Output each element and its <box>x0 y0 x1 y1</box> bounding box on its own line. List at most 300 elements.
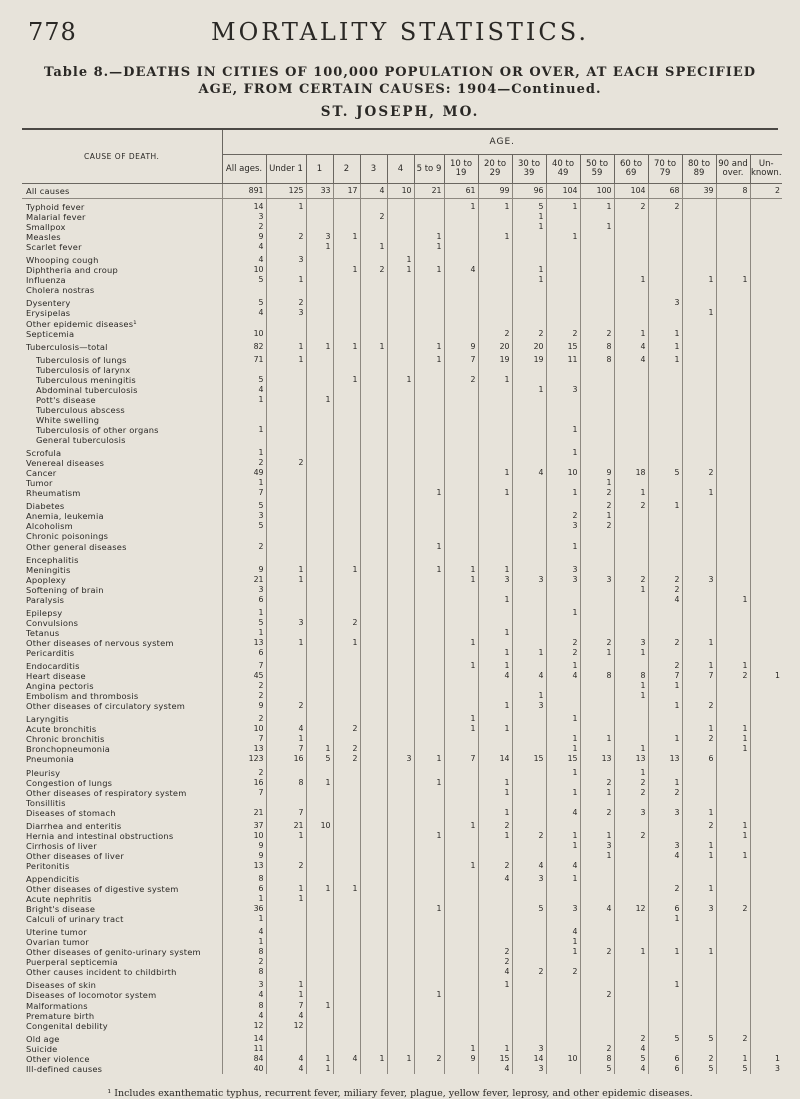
death-count <box>614 924 648 937</box>
table-row <box>22 818 782 831</box>
death-count <box>333 435 360 445</box>
death-count <box>512 425 546 435</box>
death-count <box>414 585 444 595</box>
death-count: 1 <box>387 375 414 385</box>
death-count <box>414 658 444 671</box>
death-count <box>306 222 333 232</box>
death-count <box>512 924 546 937</box>
death-count <box>387 1031 414 1044</box>
death-count <box>414 275 444 285</box>
death-count: 1 <box>512 691 546 701</box>
death-count <box>716 1001 750 1011</box>
death-count <box>387 575 414 585</box>
death-count: 1 <box>750 671 782 681</box>
death-count <box>614 385 648 395</box>
death-count: 2 <box>716 1031 750 1044</box>
death-count <box>512 638 546 648</box>
death-count <box>414 808 444 818</box>
death-count <box>266 468 306 478</box>
death-count <box>614 957 648 967</box>
death-count: 2 <box>478 947 512 957</box>
cause-of-death: Scarlet fever <box>26 242 82 253</box>
death-count: 20 <box>478 339 512 352</box>
death-count: 1 <box>546 542 580 552</box>
death-count <box>682 285 716 295</box>
death-count: 8 <box>580 1054 614 1064</box>
death-count: 1 <box>716 818 750 831</box>
death-count <box>414 511 444 521</box>
death-count <box>716 542 750 552</box>
death-count: 1 <box>682 308 716 318</box>
death-count <box>333 308 360 318</box>
table-row <box>22 1011 782 1021</box>
death-count <box>360 778 387 788</box>
death-count <box>444 415 478 425</box>
death-count <box>682 744 716 754</box>
death-count <box>682 764 716 777</box>
death-count: 3 <box>546 521 580 531</box>
death-count <box>444 990 478 1000</box>
death-count <box>306 764 333 777</box>
death-count <box>546 894 580 904</box>
death-count: 2 <box>580 808 614 818</box>
death-count <box>546 531 580 541</box>
death-count <box>614 285 648 295</box>
death-count <box>414 628 444 638</box>
death-count <box>414 744 444 754</box>
death-count <box>546 701 580 711</box>
death-count <box>414 937 444 947</box>
death-count: 4 <box>512 468 546 478</box>
table-row <box>22 894 782 904</box>
death-count <box>546 851 580 861</box>
cause-of-death: Epilepsy <box>26 607 63 618</box>
table-row <box>22 511 782 521</box>
death-count: 14 <box>222 199 266 213</box>
death-count <box>512 405 546 415</box>
death-count <box>387 764 414 777</box>
cause-of-death: Tuberculous meningitis <box>36 374 136 385</box>
death-count <box>580 385 614 395</box>
death-count <box>387 628 414 638</box>
death-count <box>546 252 580 265</box>
death-count <box>716 252 750 265</box>
table-row <box>22 605 782 618</box>
death-count <box>360 425 387 435</box>
death-count <box>444 744 478 754</box>
death-count: 5 <box>648 468 682 478</box>
death-count <box>614 967 648 977</box>
death-count <box>387 415 414 425</box>
death-count: 8 <box>580 352 614 365</box>
table-row <box>22 242 782 252</box>
column-header: 80 to 89 <box>682 155 716 184</box>
death-count <box>716 711 750 724</box>
death-count <box>306 924 333 937</box>
death-count <box>444 851 478 861</box>
death-count <box>750 242 782 252</box>
death-count: 21 <box>266 818 306 831</box>
death-count <box>360 605 387 618</box>
death-count <box>614 295 648 308</box>
death-count <box>648 724 682 734</box>
death-count: 1 <box>306 778 333 788</box>
death-count: 4 <box>478 1064 512 1074</box>
death-count: 2 <box>546 638 580 648</box>
death-count <box>580 764 614 777</box>
death-count <box>478 585 512 595</box>
death-count <box>266 488 306 498</box>
death-count <box>648 1044 682 1054</box>
death-count <box>716 295 750 308</box>
death-count: 1 <box>478 808 512 818</box>
death-count: 15 <box>546 339 580 352</box>
death-count <box>333 319 360 329</box>
death-count: 1 <box>414 265 444 275</box>
table-row <box>22 628 782 638</box>
death-count: 1 <box>716 734 750 744</box>
cause-of-death: Cirrhosis of liver <box>26 840 97 851</box>
death-count <box>444 275 478 285</box>
death-count <box>750 764 782 777</box>
death-count <box>387 937 414 947</box>
death-count <box>716 498 750 511</box>
death-count <box>682 914 716 924</box>
death-count <box>750 788 782 798</box>
death-count: 1 <box>444 1044 478 1054</box>
death-count <box>512 914 546 924</box>
death-count <box>444 498 478 511</box>
death-count: 1 <box>716 744 750 754</box>
death-count <box>306 445 333 458</box>
table-row <box>22 1001 782 1011</box>
death-count <box>333 904 360 914</box>
death-count <box>387 329 414 339</box>
cause-of-death: Septicemia <box>26 328 75 339</box>
death-count <box>648 1011 682 1021</box>
death-count <box>750 222 782 232</box>
death-count <box>387 435 414 445</box>
table-row <box>22 937 782 947</box>
death-count <box>387 798 414 808</box>
death-count <box>222 415 266 425</box>
death-count <box>716 754 750 764</box>
death-count <box>306 638 333 648</box>
death-count <box>333 295 360 308</box>
death-count <box>716 488 750 498</box>
death-count: 1 <box>648 947 682 957</box>
death-count <box>414 1044 444 1054</box>
death-count <box>414 395 444 405</box>
death-count: 2 <box>546 329 580 339</box>
death-count <box>266 904 306 914</box>
death-count: 1 <box>614 681 648 691</box>
death-count: 4 <box>222 242 266 252</box>
table-row <box>22 405 782 415</box>
death-count: 1 <box>648 498 682 511</box>
death-count <box>614 658 648 671</box>
death-count: 8 <box>614 671 648 681</box>
death-count: 5 <box>716 1064 750 1074</box>
death-count <box>512 415 546 425</box>
death-count <box>750 405 782 415</box>
death-count: 2 <box>222 681 266 691</box>
death-count: 4 <box>546 924 580 937</box>
death-count <box>360 671 387 681</box>
death-count <box>716 914 750 924</box>
death-count: 4 <box>444 265 478 275</box>
death-count: 4 <box>546 671 580 681</box>
cause-of-death: Congenital debility <box>26 1020 108 1031</box>
death-count: 33 <box>306 184 333 199</box>
death-count: 1 <box>614 488 648 498</box>
table-row <box>22 375 782 385</box>
death-count <box>444 628 478 638</box>
cause-of-death: Malformations <box>26 1000 88 1011</box>
death-count <box>716 478 750 488</box>
column-header: 90 and over. <box>716 155 750 184</box>
death-count: 1 <box>580 199 614 213</box>
death-count: 7 <box>266 1001 306 1011</box>
death-count <box>512 894 546 904</box>
death-count <box>414 319 444 329</box>
table-row <box>22 724 782 734</box>
death-count: 5 <box>648 1031 682 1044</box>
death-count <box>444 1021 478 1031</box>
table-row <box>22 1044 782 1054</box>
death-count <box>333 778 360 788</box>
death-count <box>387 1001 414 1011</box>
cause-of-death: Tetanus <box>26 627 60 638</box>
death-count: 2 <box>648 585 682 595</box>
death-count: 1 <box>444 818 478 831</box>
death-count: 3 <box>682 904 716 914</box>
death-count <box>222 531 266 541</box>
death-count <box>333 585 360 595</box>
death-count <box>580 285 614 295</box>
death-count <box>648 395 682 405</box>
death-count <box>333 628 360 638</box>
death-count <box>546 628 580 638</box>
cause-of-death: Diseases of skin <box>26 980 97 991</box>
death-count <box>614 565 648 575</box>
death-count <box>614 242 648 252</box>
death-count <box>414 818 444 831</box>
death-count <box>648 628 682 638</box>
death-count <box>512 818 546 831</box>
cause-of-death: Smallpox <box>26 222 66 233</box>
death-count <box>682 319 716 329</box>
death-count <box>512 798 546 808</box>
death-count <box>512 478 546 488</box>
death-count <box>750 841 782 851</box>
death-count <box>222 365 266 375</box>
death-count <box>580 724 614 734</box>
death-count <box>360 531 387 541</box>
death-count <box>360 375 387 385</box>
death-count <box>478 365 512 375</box>
death-count: 1 <box>222 445 266 458</box>
death-count <box>648 542 682 552</box>
death-count <box>306 937 333 947</box>
death-count <box>387 831 414 841</box>
death-count: 1 <box>387 252 414 265</box>
death-count <box>750 924 782 937</box>
death-count <box>333 498 360 511</box>
death-count <box>306 511 333 521</box>
death-count <box>750 851 782 861</box>
cause-of-death: Other epidemic diseases¹ <box>26 318 137 329</box>
death-count <box>387 977 414 990</box>
death-count: 5 <box>512 199 546 213</box>
death-count <box>478 415 512 425</box>
death-count <box>387 924 414 937</box>
death-count: 14 <box>478 754 512 764</box>
death-count: 45 <box>222 671 266 681</box>
death-count <box>682 425 716 435</box>
death-count: 1 <box>512 212 546 222</box>
death-count: 2 <box>580 521 614 531</box>
death-count <box>648 232 682 242</box>
death-count: 4 <box>614 1064 648 1074</box>
death-count <box>360 1044 387 1054</box>
death-count <box>360 618 387 628</box>
death-count <box>682 681 716 691</box>
death-count <box>333 861 360 871</box>
death-count: 1 <box>682 851 716 861</box>
death-count <box>387 542 414 552</box>
death-count <box>614 552 648 565</box>
cause-of-death: Heart disease <box>26 671 86 682</box>
death-count <box>333 894 360 904</box>
death-count <box>512 788 546 798</box>
death-count: 4 <box>478 967 512 977</box>
death-count <box>387 691 414 701</box>
death-count <box>360 445 387 458</box>
death-count: 8 <box>580 671 614 681</box>
death-count <box>306 488 333 498</box>
death-count <box>266 365 306 375</box>
death-count: 1 <box>360 1054 387 1064</box>
death-count <box>750 701 782 711</box>
cause-of-death: Chronic poisonings <box>26 531 109 542</box>
death-count <box>266 871 306 884</box>
death-count <box>682 552 716 565</box>
death-count <box>333 871 360 884</box>
table-body <box>22 184 782 1074</box>
death-count <box>750 199 782 213</box>
death-count <box>333 711 360 724</box>
death-count <box>478 764 512 777</box>
death-count <box>306 605 333 618</box>
death-count <box>682 691 716 701</box>
death-count: 8 <box>222 1001 266 1011</box>
death-count <box>444 924 478 937</box>
cause-of-death: Pleurisy <box>26 767 61 778</box>
death-count: 4 <box>546 861 580 871</box>
death-count: 1 <box>580 851 614 861</box>
death-count <box>716 1044 750 1054</box>
death-count: 15 <box>512 754 546 764</box>
death-count <box>580 531 614 541</box>
death-count <box>716 808 750 818</box>
death-count <box>682 222 716 232</box>
death-count <box>266 212 306 222</box>
death-count <box>306 724 333 734</box>
death-count: 13 <box>614 754 648 764</box>
death-count <box>648 744 682 754</box>
death-count <box>580 605 614 618</box>
table-row <box>22 711 782 724</box>
death-count: 2 <box>333 618 360 628</box>
table-row <box>22 521 782 531</box>
death-count <box>387 565 414 575</box>
death-count: 2 <box>512 329 546 339</box>
death-count: 2 <box>580 778 614 788</box>
death-count <box>750 691 782 701</box>
death-count: 2 <box>614 199 648 213</box>
death-count: 5 <box>222 521 266 531</box>
death-count <box>414 764 444 777</box>
table-row <box>22 671 782 681</box>
death-count <box>682 778 716 788</box>
death-count <box>387 990 414 1000</box>
death-count: 9 <box>444 339 478 352</box>
death-count: 2 <box>580 329 614 339</box>
age-header: AGE. <box>222 130 782 155</box>
death-count <box>306 385 333 395</box>
death-count: 19 <box>512 352 546 365</box>
death-count <box>648 385 682 395</box>
death-count <box>750 468 782 478</box>
death-count <box>512 585 546 595</box>
death-count: 2 <box>222 458 266 468</box>
death-count <box>266 605 306 618</box>
death-count: 4 <box>614 339 648 352</box>
table-row <box>22 808 782 818</box>
table-row <box>22 385 782 395</box>
death-count: 1 <box>580 222 614 232</box>
death-count: 9 <box>222 565 266 575</box>
death-count: 100 <box>580 184 614 199</box>
death-count: 1 <box>478 468 512 478</box>
death-count <box>580 884 614 894</box>
death-count <box>682 957 716 967</box>
death-count <box>333 831 360 841</box>
death-count <box>306 319 333 329</box>
death-count <box>478 691 512 701</box>
death-count <box>306 691 333 701</box>
death-count <box>444 285 478 295</box>
death-count <box>682 648 716 658</box>
death-count <box>716 691 750 701</box>
death-count <box>414 212 444 222</box>
death-count <box>444 764 478 777</box>
death-count: 2 <box>360 212 387 222</box>
death-count: 1 <box>266 894 306 904</box>
death-count: 3 <box>222 212 266 222</box>
death-count: 1 <box>546 445 580 458</box>
death-count <box>614 521 648 531</box>
death-count <box>614 990 648 1000</box>
death-count: 1 <box>512 275 546 285</box>
death-count <box>360 628 387 638</box>
death-count <box>716 1021 750 1031</box>
death-count <box>444 1011 478 1021</box>
death-count <box>360 904 387 914</box>
death-count <box>414 851 444 861</box>
death-count <box>512 285 546 295</box>
